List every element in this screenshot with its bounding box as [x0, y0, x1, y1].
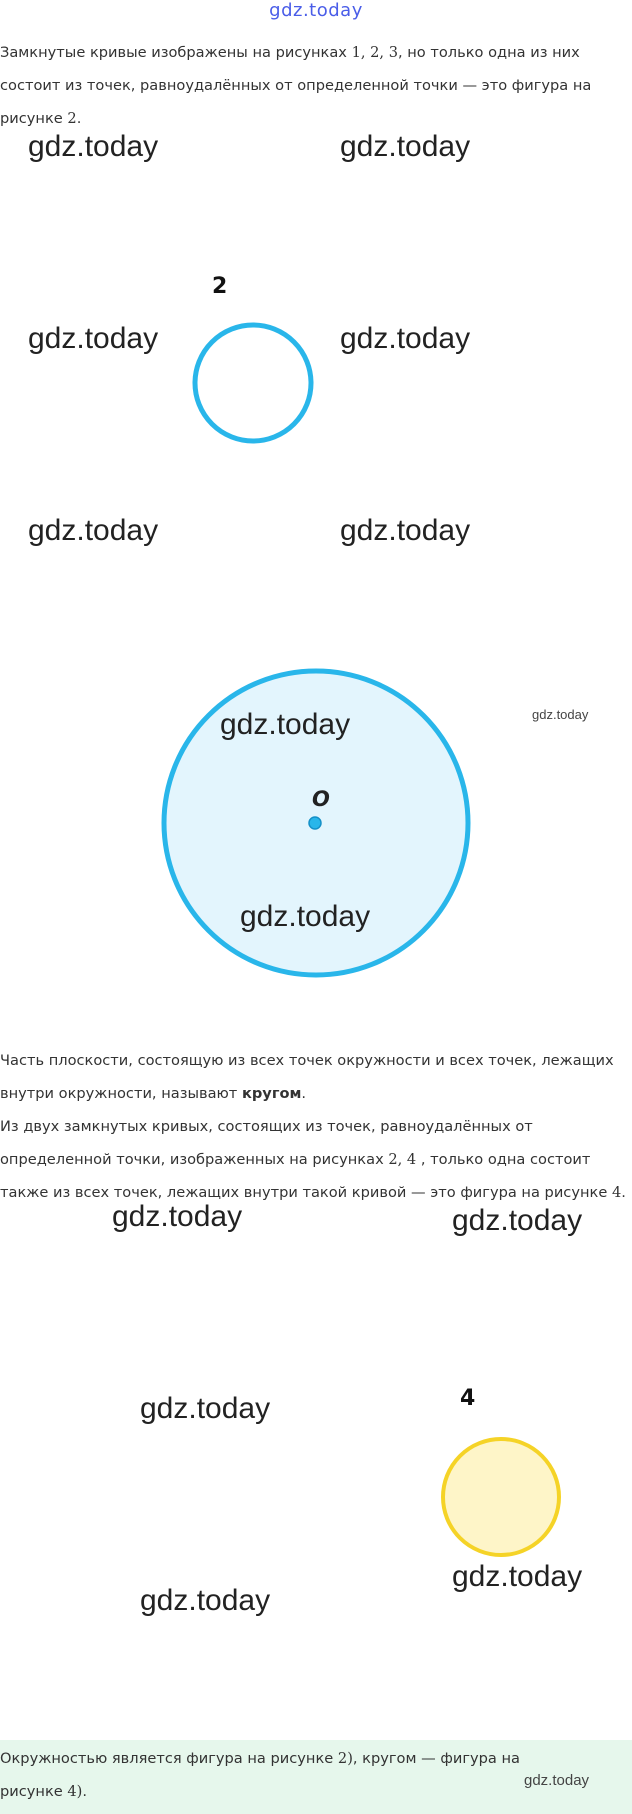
figure-label-2: 2	[212, 274, 228, 299]
watermark: gdz.today	[220, 708, 351, 741]
watermark: gdz.today	[340, 514, 471, 547]
answer-text-part: Окружностью является фигура на рисунке	[0, 1750, 338, 1767]
paragraph-two-curves	[0, 1110, 628, 1209]
answer-text-part: , кругом — фигура на рисунке	[0, 1750, 520, 1800]
watermark-small: gdz.today	[524, 1772, 590, 1789]
watermark: gdz.today	[240, 900, 371, 933]
figure-numbers: 2, 4	[388, 1151, 417, 1168]
center-point	[309, 817, 321, 829]
watermark: gdz.today	[452, 1560, 583, 1593]
paragraph-text: .	[76, 110, 82, 127]
figure-number: 2)	[337, 1750, 353, 1767]
watermark: gdz.today	[340, 322, 471, 355]
bold-term: кругом	[241, 1085, 302, 1102]
disk-shape	[443, 1439, 559, 1555]
watermark: gdz.today	[140, 1392, 271, 1425]
watermark: gdz.today	[140, 1584, 271, 1617]
paragraph-text: , но только одна из них состоит из точек, равноудалённых от определенной точки — это фигура на рисунке	[0, 44, 592, 127]
figure-number: 2	[67, 110, 77, 127]
paragraph-text: Из двух замкнутых кривых, состоящих из точек, равноудалённых от определенной точки, изображенных на рисунках	[0, 1118, 533, 1168]
answer-text	[0, 1742, 560, 1808]
watermark: gdz.today	[28, 130, 159, 163]
paragraph-text: .	[621, 1184, 626, 1201]
figure-number: 4)	[67, 1783, 83, 1800]
paragraph-disk-definition	[0, 1044, 628, 1110]
paragraph-text: Замкнутые кривые изображены на рисунках	[0, 44, 352, 61]
answer-box	[0, 1740, 632, 1814]
figure-numbers: 1, 2, 3	[351, 44, 398, 61]
figure-label-4: 4	[460, 1386, 476, 1411]
circle-outline	[195, 325, 311, 441]
paragraph-text: .	[301, 1085, 307, 1102]
header-logo[interactable]: gdz.today	[269, 0, 363, 21]
paragraph-text: , только одна состоит также из всех точек, лежащих внутри такой кривой — это фигура на рисунке	[0, 1151, 612, 1201]
watermark: gdz.today	[452, 1204, 583, 1237]
center-label: O	[312, 787, 330, 811]
paragraph-closed-curves	[0, 36, 628, 135]
figure-2-circle	[190, 320, 320, 450]
watermark-small: gdz.today	[532, 707, 589, 722]
paragraph-text: Часть плоскости, состоящую из всех точек окружности и всех точек, лежащих внутри окружности, называют	[0, 1052, 614, 1102]
answer-text-part: .	[82, 1783, 88, 1800]
figure-number: 4	[611, 1184, 622, 1201]
watermark: gdz.today	[28, 322, 159, 355]
watermark: gdz.today	[340, 130, 471, 163]
figure-4-disk	[440, 1434, 566, 1560]
watermark: gdz.today	[28, 514, 159, 547]
watermark: gdz.today	[112, 1200, 243, 1233]
